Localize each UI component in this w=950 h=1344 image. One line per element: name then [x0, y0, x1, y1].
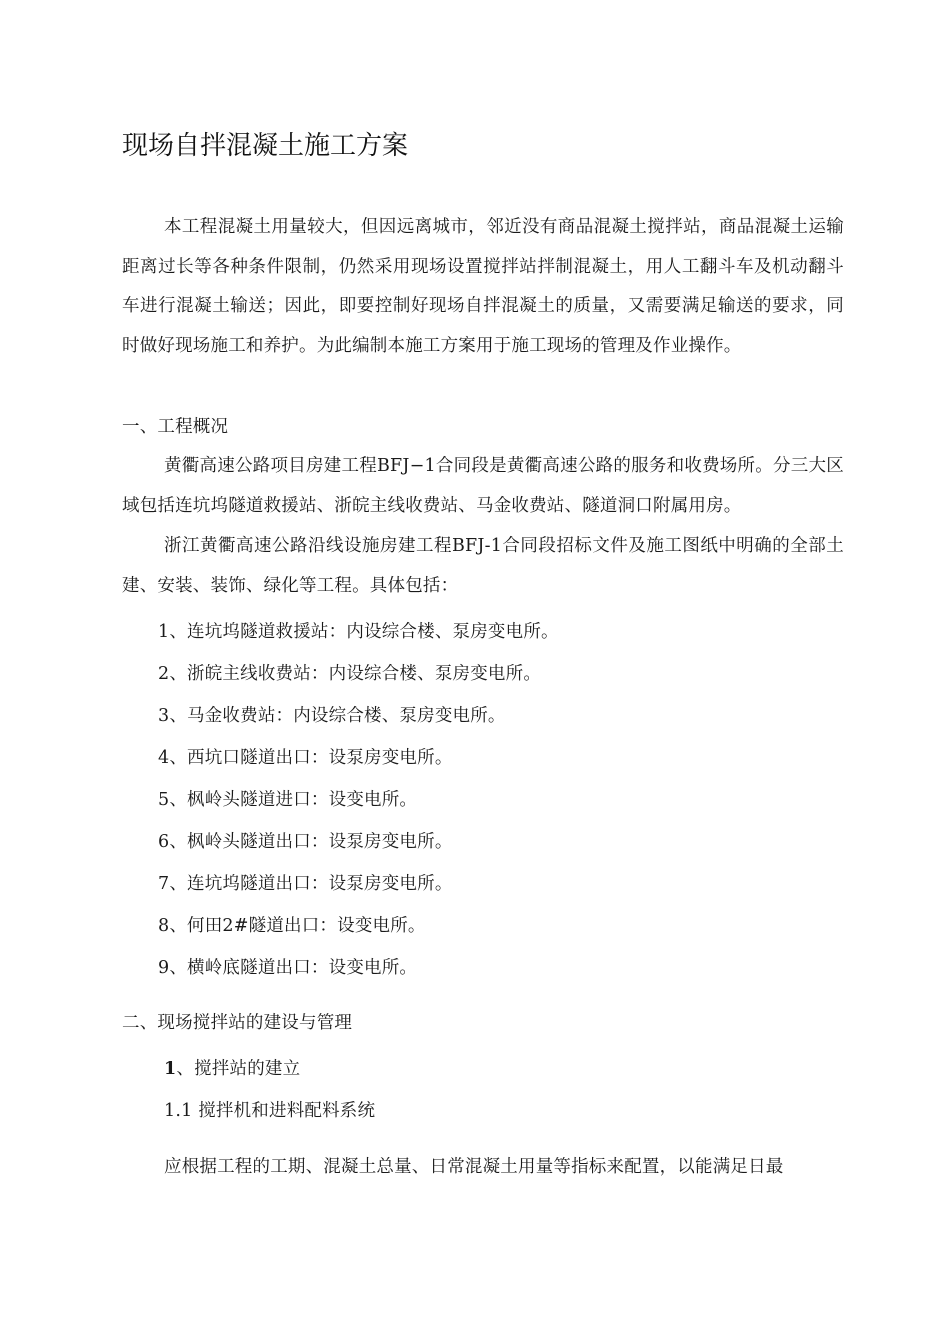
list-item: 1、连坑坞隧道救援站：内设综合楼、泵房变电所。 — [158, 622, 559, 642]
subsection-heading — [164, 1054, 300, 1084]
list-item: 8、何田2#隧道出口：设变电所。 — [158, 916, 426, 936]
section1-heading: 一、工程概况 — [122, 417, 229, 437]
section1-paragraph-2: 浙江黄衢高速公路沿线设施房建工程BFJ-1合同段招标文件及施工图纸中明确的全部土建、安装、装饰、绿化等工程。具体包括： — [122, 536, 844, 596]
subsubsection-heading: 1.1 搅拌机和进料配料系统 — [164, 1101, 376, 1121]
section1-paragraph-1: 黄衢高速公路项目房建工程BFJ−1合同段是黄衢高速公路的服务和收费场所。分三大区域包括连坑坞隧道救援站、浙皖主线收费站、马金收费站、隧道洞口附属用房。 — [122, 456, 844, 516]
list-item: 4、西坑口隧道出口：设泵房变电所。 — [158, 748, 453, 768]
subsection-number: 1 — [164, 1059, 177, 1079]
list-item: 6、枫岭头隧道出口：设泵房变电所。 — [158, 832, 453, 852]
list-item: 5、枫岭头隧道进口：设变电所。 — [158, 790, 418, 810]
list-item: 3、马金收费站：内设综合楼、泵房变电所。 — [158, 706, 506, 726]
subsection-title: 、搅拌站的建立 — [176, 1059, 301, 1079]
list-item: 9、横岭底隧道出口：设变电所。 — [158, 958, 418, 978]
list-item: 7、连坑坞隧道出口：设泵房变电所。 — [158, 874, 453, 894]
list-item: 2、浙皖主线收费站：内设综合楼、泵房变电所。 — [158, 664, 542, 684]
section2-heading: 二、现场搅拌站的建设与管理 — [122, 1013, 353, 1033]
intro-paragraph: 本工程混凝土用量较大，但因远离城市，邻近没有商品混凝土搅拌站，商品混凝土运输距离过长等各种条件限制，仍然采用现场设置搅拌站拌制混凝土，用人工翻斗车及机动翻斗车进行混凝土输送；因此，即要控制好现场自拌混凝土的质量，又需要满足输送的要求，同时做好现场施工和养护。为此编制本施工方案用于施工现场的管理及作业操作。 — [122, 217, 844, 356]
section2-paragraph: 应根据工程的工期、混凝土总量、日常混凝土用量等指标来配置，以能满足日最 — [164, 1157, 784, 1177]
document-title: 现场自拌混凝土施工方案 — [122, 131, 409, 161]
